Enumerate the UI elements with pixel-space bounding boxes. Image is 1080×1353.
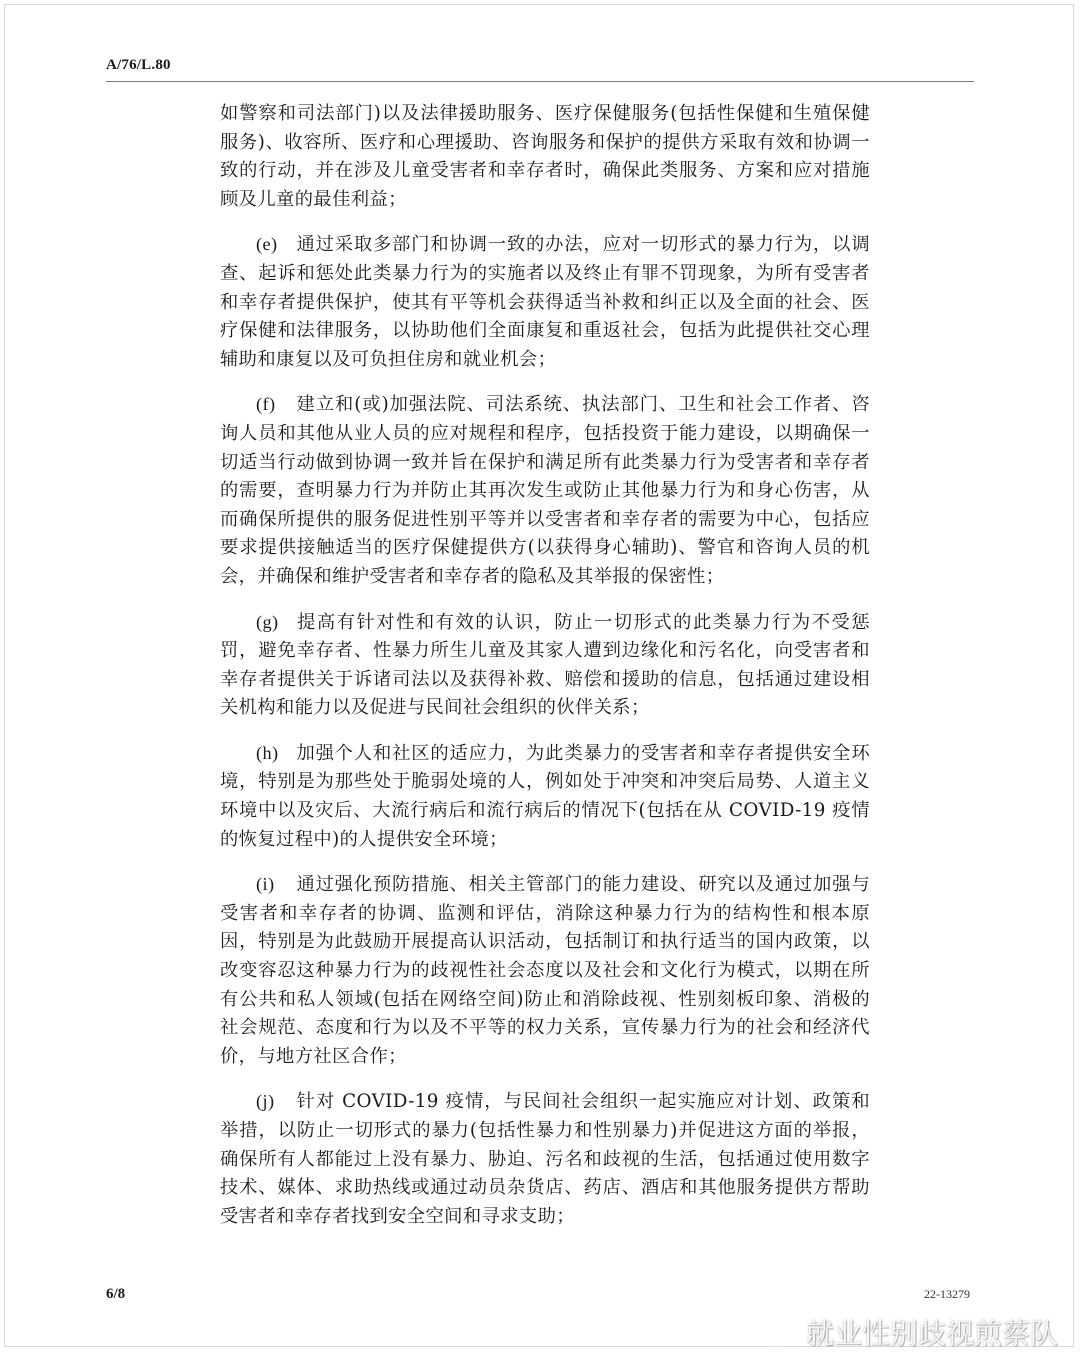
header-rule (106, 81, 974, 82)
paragraph-text: 提高有针对性和有效的认识，防止一切形式的此类暴力行为不受惩罚，避免幸存者、性暴力所生儿童及其家人遭到边缘化和污名化，向受害者和幸存者提供关于诉诸司法以及获得补救、赔偿和援助的信息，包括通过建设相关机构和能力以及促进与民间社会组织的伙伴关系； (220, 611, 870, 719)
paragraph-label: (g) (256, 611, 279, 632)
paragraph-label: (f) (256, 394, 276, 415)
paragraph-text: 如警察和司法部门)以及法律援助服务、医疗保健服务(包括性保健和生殖保健服务)、收容所、医疗和心理援助、咨询服务和保护的提供方采取有效和协调一致的行动，并在涉及儿童受害者和幸存者时，确保此类服务、方案和应对措施顾及儿童的最佳利益； (220, 103, 870, 210)
paragraph-j (220, 1087, 870, 1231)
paragraph-label: (e) (256, 234, 278, 255)
paragraph-e (220, 230, 870, 374)
watermark-text: 就业性别歧视煎蔡队 (806, 1317, 1059, 1350)
paragraph-label: (h) (256, 742, 279, 763)
paragraph-text: 通过采取多部门和协调一致的办法，应对一切形式的暴力行为，以调查、起诉和惩处此类暴力行为的实施者以及终止有罪不罚现象，为所有受害者和幸存者提供保护，使其有平等机会获得适当补救和纠正以及全面的社会、医疗保健和法律服务，以协助他们全面康复和重返社会，包括为此提供社交心理辅助和康复以及可负担住房和就业机会； (220, 234, 870, 370)
paragraph-text: 建立和(或)加强法院、司法系统、执法部门、卫生和社会工作者、咨询人员和其他从业人员的应对规程和程序，包括投资于能力建设，以期确保一切适当行动做到协调一致并旨在保护和满足所有此类暴力行为受害者和幸存者的需要，查明暴力行为并防止其再次发生或防止其他暴力行为和身心伤害，从而确保所提供的服务促进性别平等并以受害者和幸存者的需要为中心，包括应要求提供接触适当的医疗保健提供方(以获得身心辅助)、警官和咨询人员的机会，并确保和维护受害者和幸存者的隐私及其举报的保密性； (220, 394, 870, 587)
paragraph-label: (j) (256, 1091, 275, 1112)
paragraph-text: 加强个人和社区的适应力，为此类暴力的受害者和幸存者提供安全环境，特别是为那些处于脆弱处境的人，例如处于冲突和冲突后局势、人道主义环境中以及灾后、大流行病后和流行病后的情况下(包括在从 COVID-19 疫情的恢复过程中)的人提供安全环境； (220, 742, 870, 850)
paragraph-f (220, 390, 870, 591)
paragraph-continued (220, 100, 870, 214)
document-body (220, 100, 870, 1247)
paragraph-label: (i) (256, 874, 275, 895)
paragraph-i (220, 870, 870, 1071)
paragraph-g (220, 608, 870, 723)
weibo-logo-icon (760, 1317, 800, 1347)
page-number: 6/8 (106, 1286, 126, 1302)
paragraph-text: 针对 COVID-19 疫情，与民间社会组织一起实施应对计划、政策和举措，以防止一切形式的暴力(包括性暴力和性别暴力)并促进这方面的举报，确保所有人都能过上没有暴力、胁迫、污名和歧视的生活，包括通过使用数字技术、媒体、求助热线或通过动员杂货店、药店、酒店和其他服务提供方帮助受害者和幸存者找到安全空间和寻求支助； (220, 1091, 870, 1227)
paragraph-text: 通过强化预防措施、相关主管部门的能力建设、研究以及通过加强与受害者和幸存者的协调、监测和评估，消除这种暴力行为的结构性和根本原因，特别是为此鼓励开展提高认识活动，包括制订和执行适当的国内政策，以改变容忍这种暴力行为的歧视性社会态度以及社会和文化行为模式，以期在所有公共和私人领域(包括在网络空间)防止和消除歧视、性别刻板印象、消极的社会规范、态度和行为以及不平等的权力关系，宣传暴力行为的社会和经济代价，与地方社区合作； (220, 874, 870, 1067)
document-symbol: A/76/L.80 (106, 57, 171, 73)
watermark (760, 1312, 1058, 1352)
paragraph-h (220, 739, 870, 854)
document-number: 22-13279 (924, 1287, 970, 1301)
